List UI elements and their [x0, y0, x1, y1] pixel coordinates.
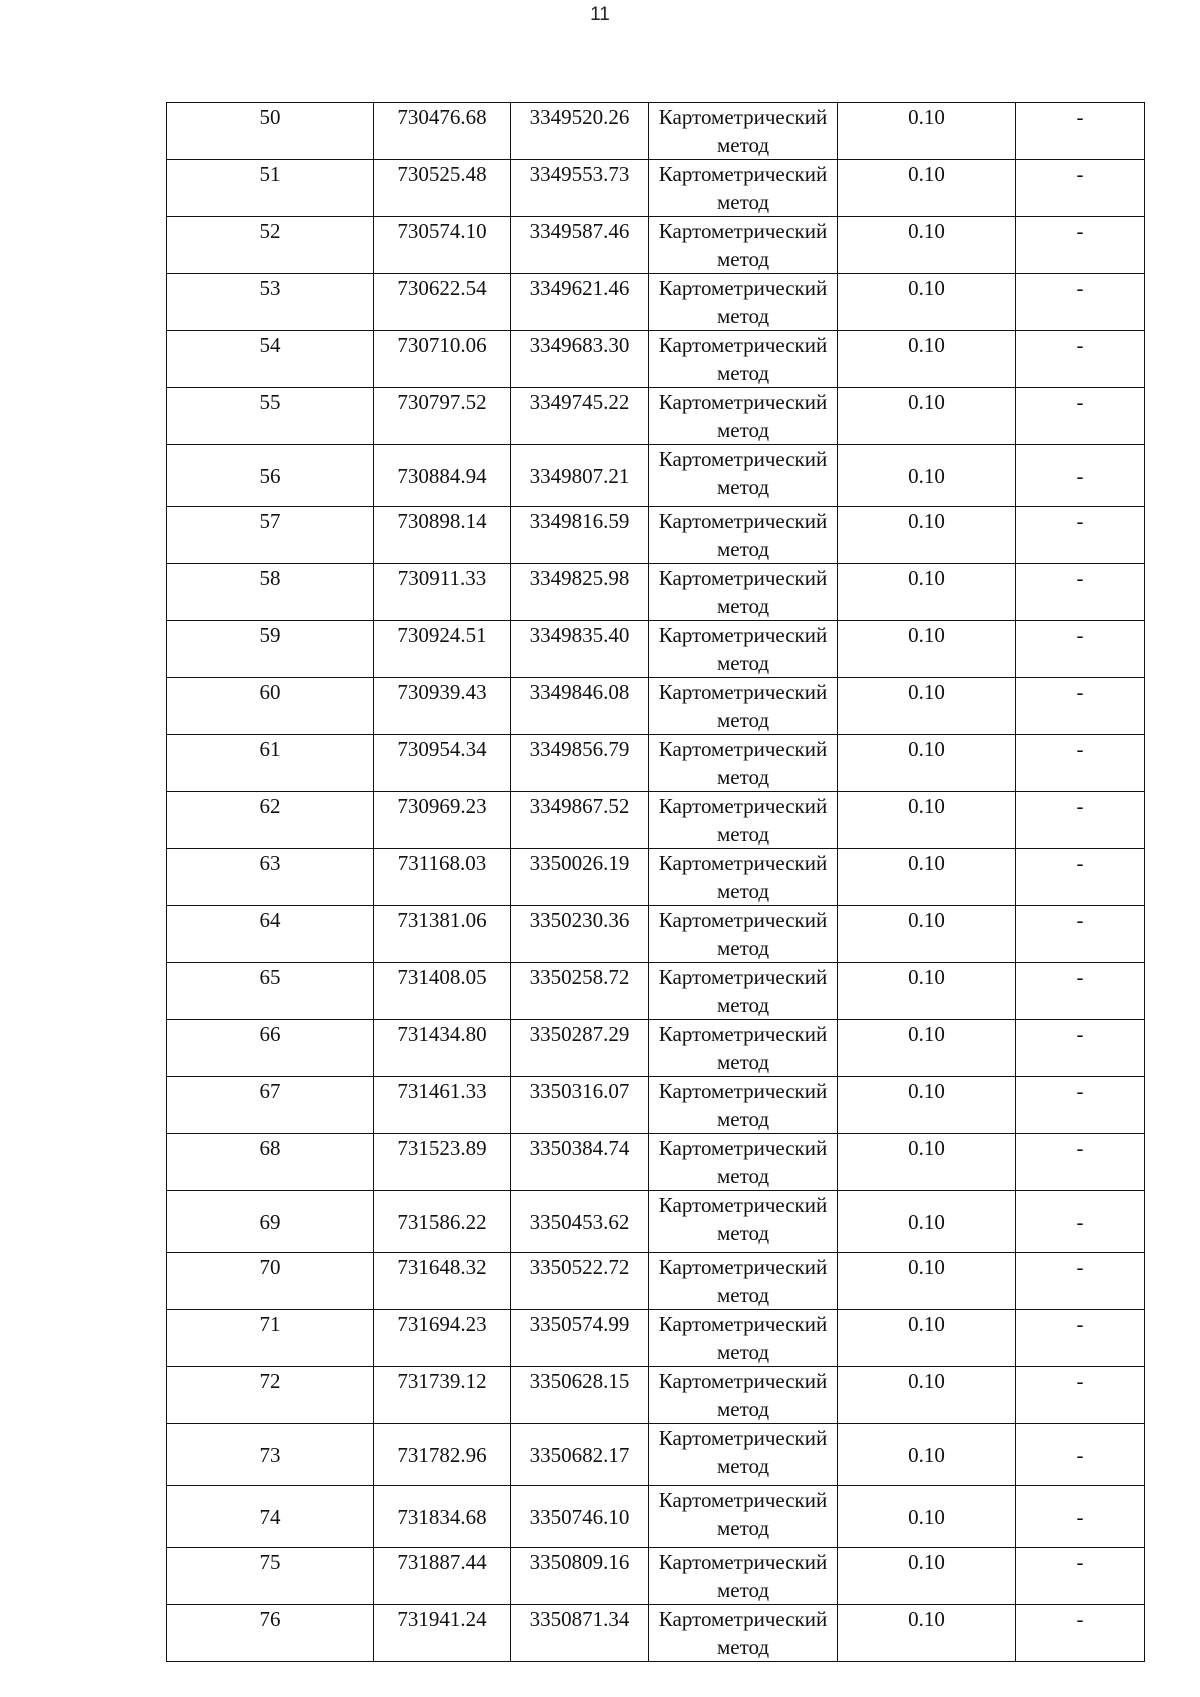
note-cell: -: [1016, 792, 1145, 849]
y-coordinate-cell: 3350026.19: [511, 849, 649, 906]
coordinates-table-body: [167, 103, 1145, 1662]
method-cell: Картометрический метод: [649, 445, 838, 507]
y-coordinate-cell: 3349846.08: [511, 678, 649, 735]
note-cell: -: [1016, 963, 1145, 1020]
table-row: [167, 1424, 1145, 1486]
table-row: [167, 963, 1145, 1020]
note-cell: -: [1016, 1367, 1145, 1424]
accuracy-cell: 0.10: [838, 621, 1016, 678]
method-cell: Картометрический метод: [649, 1077, 838, 1134]
x-coordinate-cell: 731523.89: [374, 1134, 511, 1191]
point-number-cell: 58: [167, 564, 374, 621]
method-cell: Картометрический метод: [649, 1367, 838, 1424]
accuracy-cell: 0.10: [838, 388, 1016, 445]
x-coordinate-cell: 730911.33: [374, 564, 511, 621]
point-number-cell: 74: [167, 1486, 374, 1548]
method-cell: Картометрический метод: [649, 1020, 838, 1077]
method-cell: Картометрический метод: [649, 1486, 838, 1548]
table-row: [167, 331, 1145, 388]
method-cell: Картометрический метод: [649, 621, 838, 678]
note-cell: -: [1016, 621, 1145, 678]
table-row: [167, 849, 1145, 906]
y-coordinate-cell: 3349553.73: [511, 160, 649, 217]
method-cell: Картометрический метод: [649, 963, 838, 1020]
x-coordinate-cell: 730574.10: [374, 217, 511, 274]
x-coordinate-cell: 730939.43: [374, 678, 511, 735]
method-cell: Картометрический метод: [649, 274, 838, 331]
x-coordinate-cell: 730525.48: [374, 160, 511, 217]
note-cell: -: [1016, 1077, 1145, 1134]
note-cell: -: [1016, 1486, 1145, 1548]
x-coordinate-cell: 730924.51: [374, 621, 511, 678]
note-cell: -: [1016, 331, 1145, 388]
point-number-cell: 53: [167, 274, 374, 331]
table-row: [167, 1191, 1145, 1253]
accuracy-cell: 0.10: [838, 792, 1016, 849]
table-row: [167, 1486, 1145, 1548]
accuracy-cell: 0.10: [838, 1310, 1016, 1367]
accuracy-cell: 0.10: [838, 1605, 1016, 1662]
x-coordinate-cell: 731461.33: [374, 1077, 511, 1134]
method-cell: Картометрический метод: [649, 678, 838, 735]
x-coordinate-cell: 731941.24: [374, 1605, 511, 1662]
note-cell: -: [1016, 103, 1145, 160]
point-number-cell: 61: [167, 735, 374, 792]
method-cell: Картометрический метод: [649, 1548, 838, 1605]
x-coordinate-cell: 731648.32: [374, 1253, 511, 1310]
x-coordinate-cell: 731694.23: [374, 1310, 511, 1367]
y-coordinate-cell: 3349835.40: [511, 621, 649, 678]
method-cell: Картометрический метод: [649, 735, 838, 792]
note-cell: -: [1016, 1134, 1145, 1191]
method-cell: Картометрический метод: [649, 1253, 838, 1310]
note-cell: -: [1016, 388, 1145, 445]
method-cell: Картометрический метод: [649, 1424, 838, 1486]
note-cell: -: [1016, 160, 1145, 217]
method-cell: Картометрический метод: [649, 792, 838, 849]
point-number-cell: 75: [167, 1548, 374, 1605]
table-row: [167, 445, 1145, 507]
note-cell: -: [1016, 1191, 1145, 1253]
y-coordinate-cell: 3349825.98: [511, 564, 649, 621]
table-row: [167, 103, 1145, 160]
x-coordinate-cell: 731381.06: [374, 906, 511, 963]
note-cell: -: [1016, 678, 1145, 735]
x-coordinate-cell: 731834.68: [374, 1486, 511, 1548]
y-coordinate-cell: 3350628.15: [511, 1367, 649, 1424]
note-cell: -: [1016, 1424, 1145, 1486]
method-cell: Картометрический метод: [649, 564, 838, 621]
accuracy-cell: 0.10: [838, 564, 1016, 621]
accuracy-cell: 0.10: [838, 103, 1016, 160]
note-cell: -: [1016, 507, 1145, 564]
accuracy-cell: 0.10: [838, 274, 1016, 331]
accuracy-cell: 0.10: [838, 445, 1016, 507]
table-row: [167, 1077, 1145, 1134]
note-cell: -: [1016, 445, 1145, 507]
x-coordinate-cell: 731168.03: [374, 849, 511, 906]
table-row: [167, 217, 1145, 274]
table-row: [167, 1548, 1145, 1605]
point-number-cell: 50: [167, 103, 374, 160]
point-number-cell: 68: [167, 1134, 374, 1191]
method-cell: Картометрический метод: [649, 1605, 838, 1662]
point-number-cell: 51: [167, 160, 374, 217]
point-number-cell: 55: [167, 388, 374, 445]
method-cell: Картометрический метод: [649, 507, 838, 564]
accuracy-cell: 0.10: [838, 1548, 1016, 1605]
x-coordinate-cell: 731434.80: [374, 1020, 511, 1077]
x-coordinate-cell: 731887.44: [374, 1548, 511, 1605]
note-cell: -: [1016, 1548, 1145, 1605]
method-cell: Картометрический метод: [649, 849, 838, 906]
table-row: [167, 1310, 1145, 1367]
point-number-cell: 71: [167, 1310, 374, 1367]
point-number-cell: 52: [167, 217, 374, 274]
accuracy-cell: 0.10: [838, 1191, 1016, 1253]
accuracy-cell: 0.10: [838, 507, 1016, 564]
accuracy-cell: 0.10: [838, 678, 1016, 735]
y-coordinate-cell: 3350809.16: [511, 1548, 649, 1605]
x-coordinate-cell: 730797.52: [374, 388, 511, 445]
table-row: [167, 274, 1145, 331]
y-coordinate-cell: 3349520.26: [511, 103, 649, 160]
accuracy-cell: 0.10: [838, 1077, 1016, 1134]
x-coordinate-cell: 731586.22: [374, 1191, 511, 1253]
table-row: [167, 1020, 1145, 1077]
y-coordinate-cell: 3350453.62: [511, 1191, 649, 1253]
point-number-cell: 62: [167, 792, 374, 849]
x-coordinate-cell: 730884.94: [374, 445, 511, 507]
note-cell: -: [1016, 1310, 1145, 1367]
page-number: 11: [590, 4, 610, 25]
note-cell: -: [1016, 906, 1145, 963]
x-coordinate-cell: 730476.68: [374, 103, 511, 160]
y-coordinate-cell: 3350316.07: [511, 1077, 649, 1134]
x-coordinate-cell: 730969.23: [374, 792, 511, 849]
y-coordinate-cell: 3350746.10: [511, 1486, 649, 1548]
method-cell: Картометрический метод: [649, 331, 838, 388]
point-number-cell: 63: [167, 849, 374, 906]
y-coordinate-cell: 3350574.99: [511, 1310, 649, 1367]
y-coordinate-cell: 3350230.36: [511, 906, 649, 963]
y-coordinate-cell: 3349807.21: [511, 445, 649, 507]
table-row: [167, 792, 1145, 849]
note-cell: -: [1016, 1605, 1145, 1662]
y-coordinate-cell: 3349745.22: [511, 388, 649, 445]
point-number-cell: 72: [167, 1367, 374, 1424]
x-coordinate-cell: 730622.54: [374, 274, 511, 331]
table-row: [167, 388, 1145, 445]
method-cell: Картометрический метод: [649, 217, 838, 274]
method-cell: Картометрический метод: [649, 160, 838, 217]
accuracy-cell: 0.10: [838, 1424, 1016, 1486]
y-coordinate-cell: 3349683.30: [511, 331, 649, 388]
accuracy-cell: 0.10: [838, 217, 1016, 274]
method-cell: Картометрический метод: [649, 1191, 838, 1253]
accuracy-cell: 0.10: [838, 963, 1016, 1020]
x-coordinate-cell: 731739.12: [374, 1367, 511, 1424]
y-coordinate-cell: 3350287.29: [511, 1020, 649, 1077]
accuracy-cell: 0.10: [838, 735, 1016, 792]
point-number-cell: 60: [167, 678, 374, 735]
table-row: [167, 906, 1145, 963]
point-number-cell: 69: [167, 1191, 374, 1253]
note-cell: -: [1016, 849, 1145, 906]
accuracy-cell: 0.10: [838, 849, 1016, 906]
note-cell: -: [1016, 1253, 1145, 1310]
point-number-cell: 73: [167, 1424, 374, 1486]
method-cell: Картометрический метод: [649, 103, 838, 160]
table-row: [167, 1134, 1145, 1191]
y-coordinate-cell: 3350871.34: [511, 1605, 649, 1662]
point-number-cell: 67: [167, 1077, 374, 1134]
table-row: [167, 1367, 1145, 1424]
point-number-cell: 56: [167, 445, 374, 507]
x-coordinate-cell: 731408.05: [374, 963, 511, 1020]
x-coordinate-cell: 731782.96: [374, 1424, 511, 1486]
method-cell: Картометрический метод: [649, 1310, 838, 1367]
table-row: [167, 507, 1145, 564]
accuracy-cell: 0.10: [838, 331, 1016, 388]
y-coordinate-cell: 3350522.72: [511, 1253, 649, 1310]
table-row: [167, 160, 1145, 217]
note-cell: -: [1016, 1020, 1145, 1077]
method-cell: Картометрический метод: [649, 388, 838, 445]
y-coordinate-cell: 3349816.59: [511, 507, 649, 564]
y-coordinate-cell: 3349621.46: [511, 274, 649, 331]
x-coordinate-cell: 730954.34: [374, 735, 511, 792]
note-cell: -: [1016, 564, 1145, 621]
point-number-cell: 57: [167, 507, 374, 564]
accuracy-cell: 0.10: [838, 906, 1016, 963]
accuracy-cell: 0.10: [838, 160, 1016, 217]
accuracy-cell: 0.10: [838, 1367, 1016, 1424]
y-coordinate-cell: 3350384.74: [511, 1134, 649, 1191]
accuracy-cell: 0.10: [838, 1020, 1016, 1077]
y-coordinate-cell: 3350682.17: [511, 1424, 649, 1486]
point-number-cell: 65: [167, 963, 374, 1020]
note-cell: -: [1016, 274, 1145, 331]
point-number-cell: 76: [167, 1605, 374, 1662]
y-coordinate-cell: 3349867.52: [511, 792, 649, 849]
method-cell: Картометрический метод: [649, 1134, 838, 1191]
x-coordinate-cell: 730710.06: [374, 331, 511, 388]
accuracy-cell: 0.10: [838, 1253, 1016, 1310]
x-coordinate-cell: 730898.14: [374, 507, 511, 564]
y-coordinate-cell: 3349856.79: [511, 735, 649, 792]
point-number-cell: 59: [167, 621, 374, 678]
point-number-cell: 54: [167, 331, 374, 388]
y-coordinate-cell: 3349587.46: [511, 217, 649, 274]
table-row: [167, 621, 1145, 678]
coordinates-table: [166, 102, 1145, 1662]
table-row: [167, 735, 1145, 792]
note-cell: -: [1016, 217, 1145, 274]
point-number-cell: 66: [167, 1020, 374, 1077]
point-number-cell: 64: [167, 906, 374, 963]
accuracy-cell: 0.10: [838, 1134, 1016, 1191]
table-row: [167, 564, 1145, 621]
point-number-cell: 70: [167, 1253, 374, 1310]
y-coordinate-cell: 3350258.72: [511, 963, 649, 1020]
note-cell: -: [1016, 735, 1145, 792]
method-cell: Картометрический метод: [649, 906, 838, 963]
table-row: [167, 678, 1145, 735]
table-row: [167, 1605, 1145, 1662]
accuracy-cell: 0.10: [838, 1486, 1016, 1548]
table-row: [167, 1253, 1145, 1310]
